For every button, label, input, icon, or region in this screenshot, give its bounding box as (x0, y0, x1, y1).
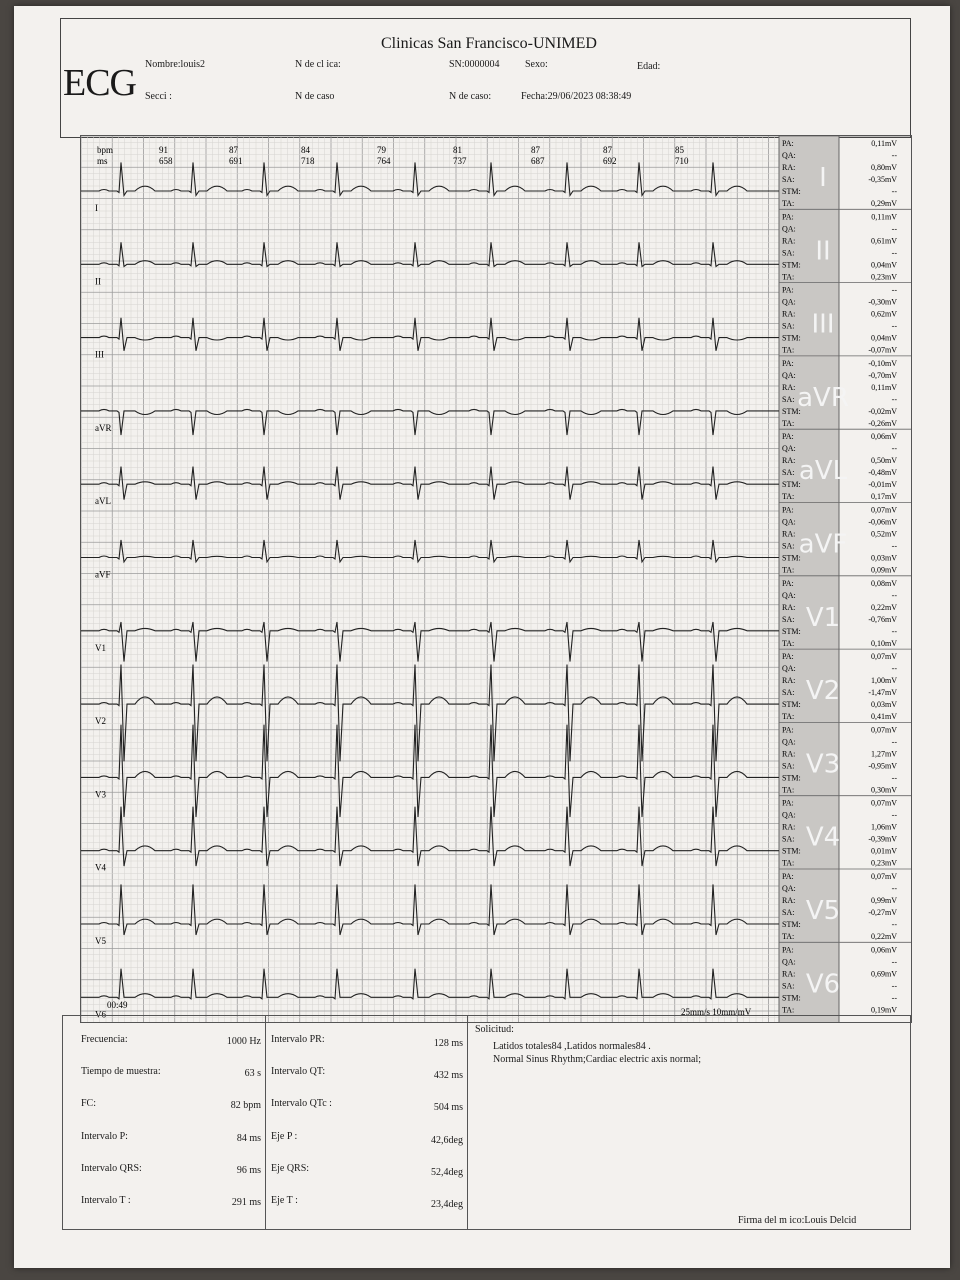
measure-label: Intervalo QTc : (271, 1098, 332, 1109)
serial-number: SN:0000004 (449, 59, 500, 70)
measure-key: TA: (782, 492, 795, 502)
measure-key: QA: (782, 517, 796, 527)
measure-key: TA: (782, 272, 795, 282)
lead-trace-V6 (81, 969, 779, 999)
measure-key: PA: (782, 212, 794, 222)
measure-key: STM: (782, 406, 801, 416)
measure-value: -0,35mV (868, 175, 897, 184)
measure-key: SA: (782, 321, 795, 331)
measure-value: 0,99mV (871, 896, 897, 905)
measure-label: Eje T : (271, 1195, 298, 1206)
measure-key: TA: (782, 712, 795, 722)
measure-value: -- (891, 590, 897, 600)
measure-value: 0,07mV (871, 725, 897, 735)
measure-key: RA: (782, 456, 796, 466)
measure-key: QA: (782, 297, 796, 307)
measure-key: STM: (782, 333, 801, 343)
lead-label: I (95, 203, 98, 213)
measure-value: 0,03mV (871, 553, 897, 563)
case-number-field-2: N de caso: (449, 91, 492, 102)
measure-value: 0,62mV (871, 309, 897, 319)
lead-label: V3 (95, 789, 106, 800)
lead-trace-V3 (81, 725, 779, 817)
measure-key: STM: (782, 480, 801, 490)
measure-value: 1,00mV (871, 676, 897, 686)
lead-trace-aVR (81, 409, 779, 435)
measure-key: PA: (782, 725, 794, 735)
measure-value: 0,69mV (871, 969, 897, 979)
measure-key: SA: (782, 394, 795, 404)
measure-value: -- (891, 151, 897, 160)
beat-bpm: 85 (675, 145, 684, 155)
beat-bpm: 87 (229, 145, 238, 155)
measure-value: -- (891, 248, 897, 258)
measure-key: SA: (782, 175, 795, 184)
lead-name-large: aVR (797, 382, 849, 413)
ecg-strip-panel (80, 135, 912, 1023)
measure-key: RA: (782, 822, 796, 832)
measure-value: 0,22mV (871, 602, 897, 612)
physician-signature: Firma del m ico:Louis Delcid (738, 1215, 857, 1226)
measure-value: -0,48mV (868, 468, 897, 478)
measure-value: -- (891, 541, 897, 551)
divider (467, 1016, 468, 1229)
measure-value: -0,95mV (868, 761, 897, 771)
measure-value: -- (891, 626, 897, 636)
measure-value: 0,19mV (871, 1005, 897, 1015)
measure-value: -- (891, 187, 897, 196)
beat-bpm: 87 (603, 145, 612, 155)
lead-label: aVL (95, 496, 111, 507)
measure-value: -0,30mV (868, 297, 897, 307)
sex-field: Sexo: (525, 59, 548, 70)
lead-label: V1 (95, 642, 106, 653)
measure-value: 0,11mV (871, 139, 897, 148)
measure-value: -- (891, 444, 897, 454)
measure-key: QA: (782, 444, 796, 454)
measure-value: 0,04mV (871, 333, 897, 343)
measure-label: Tiempo de muestra: (81, 1066, 161, 1077)
lead-trace-aVL (81, 467, 779, 500)
measure-label: Intervalo QT: (271, 1066, 326, 1077)
measure-value: 0,01mV (871, 846, 897, 856)
measure-value: 23,4deg (431, 1199, 463, 1210)
measure-value: 52,4deg (431, 1167, 463, 1178)
measure-key: STM: (782, 920, 801, 929)
lead-name-large: V4 (805, 822, 841, 853)
beat-rr-interval: 658 (159, 156, 173, 166)
measure-value: -- (891, 981, 897, 991)
measure-value: -0,70mV (868, 370, 897, 380)
divider (265, 1016, 266, 1229)
measure-value: 0,52mV (871, 529, 897, 539)
measure-value: -- (891, 884, 897, 893)
measure-key: PA: (782, 798, 794, 808)
patient-name: Nombre:louis2 (145, 59, 205, 70)
lead-trace-II (81, 242, 779, 266)
lead-name-large: V6 (805, 969, 841, 1000)
measure-label: Eje QRS: (271, 1163, 310, 1174)
measure-value: -- (891, 394, 897, 404)
measure-value: -- (891, 773, 897, 783)
measure-label: Eje P : (271, 1131, 298, 1142)
measure-value: 291 ms (231, 1197, 261, 1208)
measure-key: STM: (782, 846, 801, 856)
beat-bpm: 84 (301, 145, 310, 155)
measure-key: STM: (782, 626, 801, 636)
measure-value: -0,27mV (868, 908, 897, 917)
lead-trace-III (81, 318, 779, 351)
measure-key: PA: (782, 945, 794, 955)
lead-trace-V2 (81, 665, 779, 762)
lead-label: aVF (95, 569, 111, 580)
beat-rr-interval: 764 (377, 156, 391, 166)
measure-value: -- (891, 920, 897, 929)
age-field: Edad: (637, 61, 661, 72)
measure-value: 0,07mV (871, 652, 897, 662)
measure-key: TA: (782, 638, 795, 648)
lead-name-large: aVF (798, 529, 848, 560)
measure-label: Intervalo T : (81, 1195, 131, 1206)
measure-key: RA: (782, 382, 796, 392)
measure-value: 0,09mV (871, 565, 897, 575)
measure-value: 0,30mV (871, 785, 897, 795)
ecg-grid (81, 136, 779, 1022)
lead-name-large: aVL (798, 456, 848, 487)
lead-name-large: V1 (805, 602, 841, 633)
lead-label: III (95, 349, 104, 360)
measure-key: STM: (782, 773, 801, 783)
measure-value: 0,11mV (871, 382, 897, 392)
record-date: Fecha:29/06/2023 08:38:49 (521, 91, 632, 102)
ecg-logo: ECG (63, 62, 136, 104)
beat-bpm: 87 (531, 145, 540, 155)
measure-key: PA: (782, 578, 794, 588)
measure-value: 128 ms (433, 1038, 463, 1049)
measure-key: RA: (782, 969, 796, 979)
diagnosis-line-2: Normal Sinus Rhythm;Cardiac electric axis normal; (493, 1054, 702, 1065)
measure-value: -- (891, 993, 897, 1003)
clinic-name: Clinicas San Francisco-UNIMED (381, 35, 597, 52)
beat-bpm: 91 (159, 145, 168, 155)
lead-label: V2 (95, 716, 106, 727)
measure-label: Intervalo PR: (271, 1034, 325, 1045)
measure-key: TA: (782, 1005, 795, 1015)
measure-value: 0,23mV (871, 858, 897, 868)
bpm-label: bpm (97, 145, 114, 155)
measure-value: 82 bpm (230, 1100, 261, 1111)
lead-label: aVR (95, 422, 112, 433)
measure-key: SA: (782, 468, 795, 478)
beat-rr-interval: 691 (229, 156, 243, 166)
measure-value: -0,01mV (868, 480, 897, 490)
lead-name-large: V5 (805, 896, 841, 926)
measure-value: 0,61mV (871, 236, 897, 246)
measure-value: 432 ms (433, 1070, 463, 1081)
lead-trace-V5 (81, 884, 779, 935)
lead-label: V6 (95, 1009, 106, 1020)
measure-value: 0,04mV (871, 260, 897, 270)
measure-key: PA: (782, 358, 794, 368)
measure-key: RA: (782, 749, 796, 759)
beat-bpm: 81 (453, 145, 462, 155)
measure-key: QA: (782, 151, 796, 160)
measure-value: -0,10mV (868, 358, 897, 368)
beat-bpm: 79 (377, 145, 386, 155)
measure-key: SA: (782, 541, 795, 551)
measure-key: SA: (782, 688, 795, 698)
measure-value: 84 ms (236, 1133, 261, 1144)
measure-key: QA: (782, 590, 796, 600)
measure-key: RA: (782, 309, 796, 319)
measure-key: SA: (782, 614, 795, 624)
measure-key: QA: (782, 370, 796, 380)
section-field: Secci : (145, 91, 172, 102)
measure-key: STM: (782, 553, 801, 563)
beat-rr-interval: 718 (301, 156, 315, 166)
measure-key: QA: (782, 810, 796, 820)
measure-value: -- (891, 664, 897, 674)
lead-trace-V1 (81, 622, 779, 662)
measure-value: 0,23mV (871, 272, 897, 282)
measure-key: PA: (782, 432, 794, 442)
measure-key: PA: (782, 652, 794, 662)
measure-label: FC: (81, 1098, 97, 1109)
beat-rr-interval: 737 (453, 156, 467, 166)
measure-key: PA: (782, 139, 794, 148)
lead-name-large: I (819, 163, 827, 193)
solicitud-label: Solicitud: (475, 1024, 514, 1035)
measure-key: STM: (782, 700, 801, 710)
measure-value: -- (891, 957, 897, 967)
measure-value: 0,03mV (871, 700, 897, 710)
measure-value: -0,06mV (868, 517, 897, 527)
measure-value: 0,11mV (871, 212, 897, 222)
measure-value: 42,6deg (431, 1135, 463, 1146)
measure-key: SA: (782, 761, 795, 771)
lead-name-large: V2 (805, 676, 841, 707)
measure-key: TA: (782, 932, 795, 941)
measure-label: Intervalo P: (81, 1131, 128, 1142)
measure-value: 0,06mV (871, 945, 897, 955)
beat-rr-interval: 692 (603, 156, 617, 166)
measure-value: 0,22mV (871, 932, 897, 941)
measure-key: QA: (782, 957, 796, 967)
measure-value: -- (891, 737, 897, 747)
measure-key: PA: (782, 505, 794, 515)
measure-value: 0,07mV (871, 872, 897, 881)
measure-key: SA: (782, 248, 795, 258)
measure-key: TA: (782, 199, 795, 208)
measure-value: -1,47mV (868, 688, 897, 698)
measure-key: SA: (782, 908, 795, 917)
lead-trace-aVF (81, 540, 779, 562)
diagnosis-line-1: Latidos totales84 ,Latidos normales84 . (493, 1041, 651, 1052)
beat-rr-interval: 710 (675, 156, 689, 166)
measure-key: TA: (782, 565, 795, 575)
lead-label: V5 (95, 936, 106, 946)
measure-value: -- (891, 224, 897, 234)
measure-key: TA: (782, 345, 795, 355)
measure-value: 0,41mV (871, 712, 897, 722)
ms-label: ms (97, 156, 108, 166)
report-header (60, 18, 911, 138)
measure-value: 0,29mV (871, 199, 897, 208)
lead-name-large: V3 (805, 749, 841, 780)
measure-value: 1000 Hz (226, 1036, 261, 1047)
rate-row (97, 145, 689, 166)
lead-trace-V4 (81, 807, 779, 866)
measure-key: RA: (782, 236, 796, 246)
measure-key: SA: (782, 834, 795, 844)
measure-label: Intervalo QRS: (81, 1163, 142, 1174)
recording-time: 00:49 (107, 1000, 128, 1010)
measure-value: -0,02mV (868, 406, 897, 416)
measure-key: RA: (782, 896, 796, 905)
lead-label: V4 (95, 862, 106, 873)
ecg-traces (81, 136, 911, 1022)
measure-value: 0,07mV (871, 505, 897, 515)
measure-value: -- (891, 810, 897, 820)
measure-value: 0,50mV (871, 456, 897, 466)
measure-key: TA: (782, 785, 795, 795)
measure-value: 63 s (244, 1068, 261, 1079)
measure-key: RA: (782, 163, 796, 172)
measure-key: TA: (782, 858, 795, 868)
measure-key: RA: (782, 602, 796, 612)
lead-name-large: III (811, 309, 835, 340)
measure-value: 96 ms (236, 1165, 261, 1176)
measure-value: 0,08mV (871, 578, 897, 588)
measure-key: STM: (782, 187, 801, 196)
measure-value: 1,06mV (871, 822, 897, 832)
measure-value: -0,07mV (868, 345, 897, 355)
measurements-panel (62, 1015, 911, 1230)
measure-value: 0,06mV (871, 432, 897, 442)
lead-label: II (95, 276, 101, 287)
beat-rr-interval: 687 (531, 156, 545, 166)
measure-value: 0,17mV (871, 492, 897, 502)
measure-value: -- (891, 285, 897, 295)
measure-value: 1,27mV (871, 749, 897, 759)
speed-gain: 25mm/s 10mm/mV (681, 1007, 752, 1017)
measure-value: -0,39mV (868, 834, 897, 844)
case-number-field: N de caso (295, 91, 335, 102)
measure-key: PA: (782, 285, 794, 295)
measure-value: -0,76mV (868, 614, 897, 624)
measure-key: QA: (782, 737, 796, 747)
measure-key: QA: (782, 884, 796, 893)
measure-key: QA: (782, 664, 796, 674)
lead-name-large: II (815, 236, 831, 267)
measure-key: RA: (782, 676, 796, 686)
measure-key: STM: (782, 260, 801, 270)
measure-value: -0,26mV (868, 418, 897, 428)
measure-key: TA: (782, 418, 795, 428)
measure-value: 504 ms (433, 1102, 463, 1113)
clinic-number-field: N de cl ica: (295, 59, 341, 70)
measure-value: -- (891, 321, 897, 331)
measure-key: STM: (782, 993, 801, 1003)
measure-value: 0,10mV (871, 638, 897, 648)
measure-key: SA: (782, 981, 795, 991)
ecg-report-page (14, 6, 950, 1268)
measure-key: RA: (782, 529, 796, 539)
measure-value: 0,07mV (871, 798, 897, 808)
measure-key: PA: (782, 872, 794, 881)
measure-value: 0,80mV (871, 163, 897, 172)
measure-key: QA: (782, 224, 796, 234)
measure-label: Frecuencia: (81, 1034, 128, 1045)
